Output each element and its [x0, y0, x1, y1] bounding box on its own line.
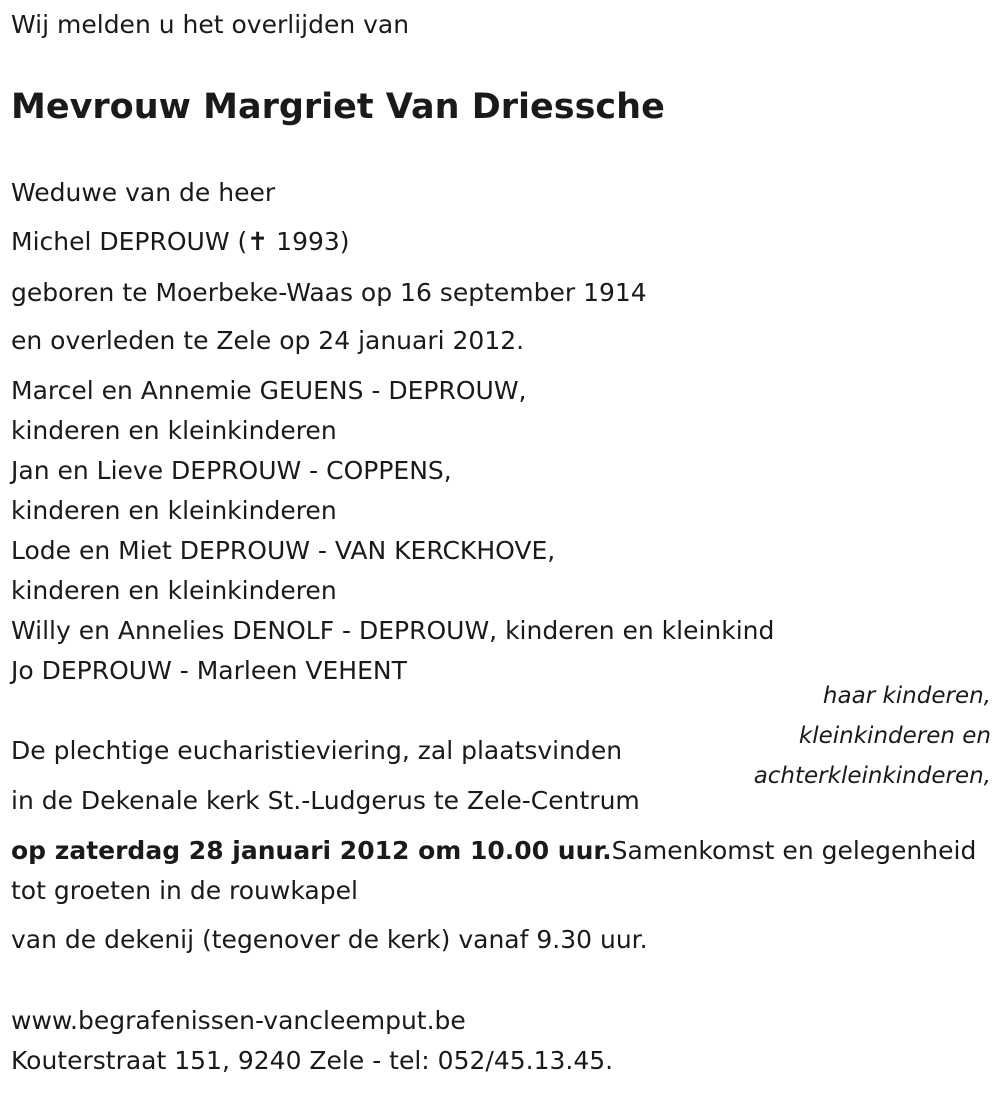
relatives-note: achterkleinkinderen,: [753, 763, 991, 789]
relatives-note: haar kinderen,: [822, 683, 991, 709]
family-line: kinderen en kleinkinderen: [11, 416, 337, 445]
gathering-time: van de dekenij (tegenover de kerk) vanaf 9.30 uur.: [11, 925, 648, 954]
family-line: Lode en Miet DEPROUW - VAN KERCKHOVE,: [11, 536, 556, 565]
husband-death-year: 1993): [268, 227, 350, 256]
relatives-note: kleinkinderen en: [798, 723, 991, 749]
ceremony-date: op zaterdag 28 januari 2012 om 10.00 uur.: [11, 836, 612, 865]
ceremony-text: De plechtige eucharistieviering, zal plaatsvinden: [11, 736, 623, 765]
gathering-text: tot groeten in de rouwkapel: [11, 876, 358, 905]
widow-of-text: Weduwe van de heer: [11, 178, 276, 207]
ceremony-location: in de Dekenale kerk St.-Ludgerus te Zele-Centrum: [11, 786, 640, 815]
family-line: Jo DEPROUW - Marleen VEHENT: [11, 656, 407, 685]
birth-text: geboren te Moerbeke-Waas op 16 september 1914: [11, 278, 647, 307]
husband-line: [11, 227, 350, 257]
ceremony-date-line: [11, 836, 976, 866]
death-text: en overleden te Zele op 24 januari 2012.: [11, 326, 525, 355]
intro-text: Wij melden u het overlijden van: [11, 10, 410, 39]
deceased-name: Mevrouw Margriet Van Driessche: [11, 87, 665, 127]
family-line: kinderen en kleinkinderen: [11, 576, 337, 605]
family-line: Marcel en Annemie GEUENS - DEPROUW,: [11, 376, 527, 405]
family-line: Willy en Annelies DENOLF - DEPROUW, kinderen en kleinkind: [11, 616, 775, 645]
funeral-home-website: www.begrafenissen-vancleemput.be: [11, 1006, 466, 1035]
family-line: Jan en Lieve DEPROUW - COPPENS,: [11, 456, 452, 485]
funeral-home-address: Kouterstraat 151, 9240 Zele - tel: 052/45.13.45.: [11, 1046, 614, 1075]
family-line: kinderen en kleinkinderen: [11, 496, 337, 525]
cross-icon: ✝: [247, 227, 269, 256]
gathering-text: Samenkomst en gelegenheid: [611, 836, 977, 865]
husband-name: Michel DEPROUW (: [11, 227, 248, 256]
